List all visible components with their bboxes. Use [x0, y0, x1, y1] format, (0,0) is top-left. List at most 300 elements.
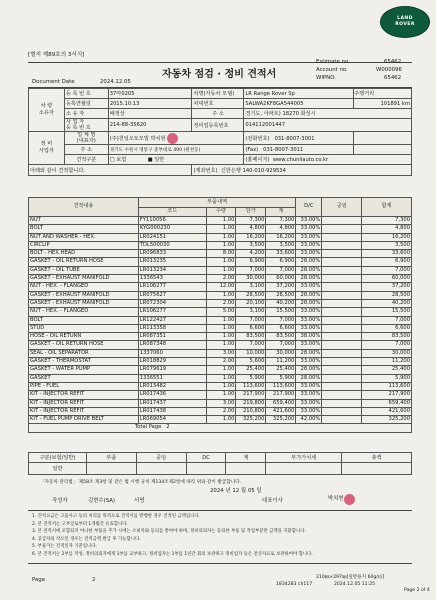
cell-item: BOLT - HEX.HEAD [29, 250, 139, 258]
cell-total: 421,600 [362, 407, 412, 415]
shop-name-label: 업 체 명 (대표자) [64, 132, 108, 145]
cell-dc: 33.00% [296, 225, 322, 233]
shop-name-text: (주)천일오토모빌 박치현 [109, 135, 166, 142]
cell-code: LR122427 [138, 316, 206, 324]
cell-item: CIRCLIP [29, 241, 139, 249]
cell-amount: 16,200 [266, 233, 296, 241]
col-amount: 계 [266, 208, 296, 217]
cell-code: LR113358 [138, 324, 206, 332]
document-date-label: Document Date [32, 79, 75, 85]
cell-amount: 421,600 [266, 407, 296, 415]
cell-amount: 7,000 [266, 341, 296, 349]
cell-item: GASKET - EXHAUST MANIFOLD [29, 275, 139, 283]
sum-parts-label: 부품 [86, 453, 136, 463]
cell-unit: 5,600 [236, 358, 266, 366]
cell-code: LR017436 [138, 391, 206, 399]
cell-total: 33,600 [362, 250, 412, 258]
cell-amount: 3,500 [266, 241, 296, 249]
table-row [29, 407, 412, 415]
cell-item: GASKET - THERMOSTAT [29, 358, 139, 366]
cell-unit: 7,000 [236, 266, 266, 274]
cell-unit: 7,000 [236, 316, 266, 324]
cell-qty: 1.00 [206, 217, 236, 225]
reg-date-label: 등록연월일 [64, 99, 108, 109]
cell-total: 60,000 [362, 275, 412, 283]
cell-amount: 6,600 [266, 324, 296, 332]
estimate-no: 65462 [384, 59, 402, 65]
footer-paper: 210㎜×297㎜[일반용지 60g/㎡] [316, 575, 385, 580]
table-row [29, 250, 412, 258]
footer-printed: 2024.12.05 11:25 [334, 582, 376, 587]
vehicle-addr-label: 주 소 [192, 109, 244, 119]
cell-labor [322, 358, 362, 366]
cell-total: 5,900 [362, 374, 412, 382]
cell-labor [322, 324, 362, 332]
account-label: (계좌번호) [193, 167, 218, 174]
cell-labor [322, 225, 362, 233]
cell-amount: 7,000 [266, 316, 296, 324]
cell-amount: 113,600 [266, 382, 296, 390]
cell-unit: 219,800 [236, 399, 266, 407]
footer-page: 2 [92, 577, 96, 583]
vehicle-group-label: 차 량 소유자 [29, 89, 65, 132]
cell-unit: 7,300 [236, 217, 266, 225]
table-row [29, 225, 412, 233]
cell-dc: 33.00% [296, 407, 322, 415]
note-5: 5. 부품가는 견적일자 기준입니다. [32, 544, 97, 550]
type-label: 견적구분 [64, 155, 108, 165]
cell-amount: 5,900 [266, 374, 296, 382]
cell-dc: 33.00% [296, 241, 322, 249]
cell-labor [322, 299, 362, 307]
reg-no-label: 등 록 번 호 [64, 89, 108, 99]
cell-dc: 28.00% [296, 366, 322, 374]
cell-dc: 33.00% [296, 217, 322, 225]
cell-dc: 28.00% [296, 266, 322, 274]
law-text: 「자동차 관리법」 제58조 제3항 및 같은 법 시행 규칙 제134조제2항에 따라 위와 같이 발급합니다. [40, 480, 241, 485]
cell-labor [322, 250, 362, 258]
cell-item: BOLT [29, 316, 139, 324]
cell-unit: 7,000 [236, 341, 266, 349]
cell-unit: 30,000 [236, 275, 266, 283]
col-labor: 공임 [322, 198, 362, 217]
cell-qty: 2.00 [206, 299, 236, 307]
cell-amount: 28,500 [266, 291, 296, 299]
reg-date: 2015.10.13 [108, 99, 192, 109]
shopno-label: 정비업등록번호 [192, 119, 244, 132]
cell-qty: 12.00 [206, 283, 236, 291]
model: LR Range Rover Sp [244, 89, 354, 99]
cell-total: 3,500 [362, 241, 412, 249]
cell-unit: 20,100 [236, 299, 266, 307]
table-row [29, 333, 412, 341]
cell-code: LR069054 [138, 416, 206, 424]
cell-amount: 15,500 [266, 308, 296, 316]
cell-amount: 60,000 [266, 275, 296, 283]
writer: 김현수(SA) [88, 498, 116, 504]
cell-item: GASKET - EXHAUST MANIFOLD [29, 291, 139, 299]
shop-addr: 경기도 수원시 영통구 중부대로 490 (원천동) [108, 145, 244, 155]
writer-label: 작성자 [52, 498, 68, 504]
cell-qty: 2.00 [206, 275, 236, 283]
table-row [29, 382, 412, 390]
table-row [29, 258, 412, 266]
footer-page-of: Page 2 of 4 [404, 588, 430, 593]
cell-code: LR013234 [138, 266, 206, 274]
cell-qty: 3.00 [206, 399, 236, 407]
cell-code: LR087351 [138, 333, 206, 341]
cell-code: LR072304 [138, 299, 206, 307]
cell-item: GASKET - OIL RETURN HOSE [29, 258, 139, 266]
sum-dc-label: DC [186, 453, 226, 463]
cell-dc: 28.00% [296, 291, 322, 299]
cell-dc: 33.00% [296, 399, 322, 407]
cell-code: LR018829 [138, 358, 206, 366]
cell-unit: 5,900 [236, 374, 266, 382]
cell-code: LR017437 [138, 399, 206, 407]
shop-fax-cell [244, 145, 354, 155]
table-row [29, 275, 412, 283]
cell-item: KIT - INJECTOR REFIT [29, 391, 139, 399]
cell-item: NUT [29, 217, 139, 225]
cell-labor [322, 407, 362, 415]
footer-page-label: Page [32, 577, 46, 583]
cell-qty: 5.00 [206, 308, 236, 316]
rep-label: 대표이사 [262, 498, 283, 504]
notes [32, 513, 313, 559]
account-no-label: Account no. [316, 67, 348, 73]
cell-unit: 10,000 [236, 349, 266, 357]
note-1: 1. 견적요금은 고품사고 등의 처리를 목적으로 견적서를 발행한 경우 견적된 금액입니다. [32, 514, 200, 519]
cell-dc: 33.00% [296, 341, 322, 349]
cell-qty: 1.00 [206, 341, 236, 349]
cell-total: 325,200 [362, 416, 412, 424]
cell-qty: 1.00 [206, 266, 236, 274]
cell-dc: 33.00% [296, 233, 322, 241]
cell-labor [322, 349, 362, 357]
table-row [29, 341, 412, 349]
cell-amount: 325,200 [266, 416, 296, 424]
cell-item: BOLT [29, 225, 139, 233]
col-total: 합계 [362, 198, 412, 217]
cell-labor [322, 341, 362, 349]
cell-unit: 3,100 [236, 308, 266, 316]
cell-code: LR075627 [138, 291, 206, 299]
cell-qty: 1.00 [206, 233, 236, 241]
cell-code: FY110056 [138, 217, 206, 225]
cell-labor [322, 374, 362, 382]
cell-total: 4,800 [362, 225, 412, 233]
cell-unit: 210,800 [236, 407, 266, 415]
sum-labor-label: 공임 [136, 453, 186, 463]
note-2: 2. 본 견적서는 고부일로부터 1개월간 유효합니다. [32, 521, 128, 527]
shop-name [108, 132, 244, 145]
cell-item: GASKET - OIL TUBE [29, 266, 139, 274]
cell-qty: 1.00 [206, 366, 236, 374]
cell-total: 6,900 [362, 258, 412, 266]
cell-labor [322, 399, 362, 407]
cell-qty: 1.00 [206, 374, 236, 382]
cell-labor [322, 291, 362, 299]
cell-unit: 25,400 [236, 366, 266, 374]
cell-qty: 8.00 [206, 250, 236, 258]
cell-dc: 28.00% [296, 349, 322, 357]
cell-total: 15,500 [362, 308, 412, 316]
mileage-label: 주행거리 [354, 91, 375, 97]
cell-amount: 659,400 [266, 399, 296, 407]
cell-dc: 33.00% [296, 283, 322, 291]
total-page-row [29, 424, 412, 432]
table-row [29, 233, 412, 241]
cell-labor [322, 233, 362, 241]
mileage: 101891 km [354, 99, 412, 109]
bizno-label: 사 업 자 등 록 번 호 [64, 119, 108, 132]
logo-line-2: ROVER [395, 22, 415, 27]
vin-label: 차대번호 [192, 99, 244, 109]
cell-qty: 2.00 [206, 407, 236, 415]
cell-qty: 1.00 [206, 258, 236, 266]
cell-labor [322, 283, 362, 291]
cell-code: LR079619 [138, 366, 206, 374]
cell-code: 1337060 [138, 349, 206, 357]
cell-dc: 33.00% [296, 316, 322, 324]
account-number: 신한은행 140-010-929534 [220, 167, 286, 174]
cell-unit: 4,200 [236, 250, 266, 258]
cell-labor [322, 308, 362, 316]
vin: SALWA2KF8GA544005 [244, 99, 354, 109]
col-code: 코드 [138, 208, 206, 217]
cell-unit: 83,500 [236, 333, 266, 341]
table-row [29, 308, 412, 316]
table-row [29, 241, 412, 249]
cell-qty: 1.00 [206, 225, 236, 233]
web-cell [244, 155, 412, 165]
col-qty: 수량 [206, 208, 236, 217]
shop-fax: 031-8007-3011 [263, 146, 304, 153]
table-row [29, 374, 412, 382]
cell-total: 7,000 [362, 316, 412, 324]
cell-amount: 30,000 [266, 349, 296, 357]
parts-table [28, 197, 412, 433]
cell-unit: 4,800 [236, 225, 266, 233]
owner: 배정상 [108, 109, 192, 119]
bizno: 214-88-35620 [108, 119, 192, 132]
cell-amount: 6,900 [266, 258, 296, 266]
col-dc: D/C [296, 198, 322, 217]
cell-code: 1336551 [138, 374, 206, 382]
footer-doc-id: 1834283 ch117 [276, 582, 313, 587]
cell-labor [322, 333, 362, 341]
cell-item: KIT - FUEL PUMP DRIVE BELT [29, 416, 139, 424]
cell-qty: 1.00 [206, 333, 236, 341]
document-date: 2024.12.05 [100, 79, 131, 85]
cell-dc: 42.00% [296, 416, 322, 424]
sum-grand-label: 총액 [342, 453, 412, 463]
cell-total: 7,000 [362, 341, 412, 349]
cell-qty: 1.00 [206, 382, 236, 390]
cell-dc: 33.00% [296, 382, 322, 390]
cell-dc: 28.00% [296, 374, 322, 382]
cell-qty: 1.00 [206, 391, 236, 399]
table-row [29, 217, 412, 225]
table-row [29, 358, 412, 366]
cell-dc: 28.00% [296, 299, 322, 307]
cell-unit: 6,600 [236, 324, 266, 332]
phone-label-text: (전화번호) [245, 135, 270, 142]
cell-dc: 38.00% [296, 333, 322, 341]
shop-group-label: 정 비 사업자 [29, 132, 65, 165]
table-row [29, 299, 412, 307]
total-page: 2 [166, 424, 170, 431]
cell-labor [322, 391, 362, 399]
sum-cat-label: 구분(보험/일반) [29, 453, 87, 463]
cell-amount: 33,600 [266, 250, 296, 258]
summary-table [28, 452, 412, 475]
cell-qty: 3.00 [206, 349, 236, 357]
info-table [28, 88, 412, 176]
cell-code: LR106277 [138, 308, 206, 316]
cell-total: 659,400 [362, 399, 412, 407]
cell-item: GASKET [29, 374, 139, 382]
cell-unit: 6,900 [236, 258, 266, 266]
cell-amount: 7,000 [266, 266, 296, 274]
cell-code: LR087348 [138, 341, 206, 349]
cell-code: LR096833 [138, 250, 206, 258]
cell-code: KYG000230 [138, 225, 206, 233]
cell-total: 40,200 [362, 299, 412, 307]
cell-dc: 33.00% [296, 391, 322, 399]
web-label: (홈페이지) [245, 157, 270, 163]
vehicle-addr: 경기도, 아파트) 18270 화성시 [244, 109, 412, 119]
cell-qty: 1.00 [206, 241, 236, 249]
model-label: 차명(자동차 모델) [192, 89, 244, 99]
cell-item: KIT - INJECTOR REFIT [29, 407, 139, 415]
cell-item: NUT - HEX. - FLANGED [29, 283, 139, 291]
logo-line-1: LAND [397, 16, 413, 22]
cell-total: 7,000 [362, 266, 412, 274]
cell-unit: 16,200 [236, 233, 266, 241]
cell-total: 30,000 [362, 349, 412, 357]
cell-code: LR017438 [138, 407, 206, 415]
sum-vat-label: 부가가치세 [266, 453, 342, 463]
table-row [29, 366, 412, 374]
cell-qty: 1.00 [206, 324, 236, 332]
land-rover-logo [380, 6, 430, 38]
cell-qty: 1.00 [206, 316, 236, 324]
cell-item: STUD [29, 324, 139, 332]
fax-label: (Fax) [245, 146, 259, 153]
sum-cat-value: 일반 [29, 463, 87, 475]
cell-unit: 3,500 [236, 241, 266, 249]
company-seal [167, 133, 178, 144]
shop-phone-label [244, 132, 354, 145]
cell-total: 11,200 [362, 358, 412, 366]
cell-item: GASKET - EXHAUST MANIFOLD [29, 299, 139, 307]
table-row [29, 291, 412, 299]
cell-item: PIPE - FUEL [29, 382, 139, 390]
cell-labor [322, 266, 362, 274]
total-page-label: Total Page [135, 424, 162, 431]
issue-date: 2024 년 12 월 05 일 [210, 488, 262, 494]
cell-dc: 33.00% [296, 250, 322, 258]
cell-code: LR013482 [138, 382, 206, 390]
cell-amount: 83,500 [266, 333, 296, 341]
cell-item: NUT AND WASHER - HEX. [29, 233, 139, 241]
cell-total: 37,200 [362, 283, 412, 291]
table-row [29, 391, 412, 399]
shopno: 014112001447 [244, 119, 412, 132]
cell-labor [322, 366, 362, 374]
table-row [29, 416, 412, 424]
cell-dc: 33.00% [296, 358, 322, 366]
cell-amount: 11,200 [266, 358, 296, 366]
type-general: 일반 [154, 157, 165, 163]
cell-total: 6,600 [362, 324, 412, 332]
account-cell [192, 165, 412, 176]
shop-addr-label: 주 소 [64, 145, 108, 155]
wipno: 65462 [384, 75, 402, 81]
rep-name: 박치현 [328, 496, 344, 502]
table-row [29, 324, 412, 332]
note-3: 3. 본 견적서에 포함되지 아니한 부품을 추가 시에는 소비자와 동의를 받아야 하며, 정비의뢰자는 동의한 부품 및 작업부분만 금액을 지불합니다. [32, 529, 306, 535]
col-parts: 부품내역 [138, 198, 296, 208]
cell-labor [322, 258, 362, 266]
cell-amount: 4,800 [266, 225, 296, 233]
cell-labor [322, 316, 362, 324]
cell-total: 7,300 [362, 217, 412, 225]
sign-label: 서명 [134, 498, 145, 504]
note-6: 6. 본 견적서는 2부를 작성, 정비의뢰자에게 1부를 교부하고, 정비업자는 1부를 1년간 회의 보관하고 정비업자 등은 전산자료로 보관하여야 합니다. [32, 551, 313, 557]
reg-no: 37마0205 [108, 89, 192, 99]
cell-qty: 1.00 [206, 291, 236, 299]
cell-qty: 2.00 [206, 358, 236, 366]
cell-code: TDL500030 [138, 241, 206, 249]
shop-web: www.chunilauto.co.kr [272, 157, 329, 163]
cell-code: LR013235 [138, 258, 206, 266]
cell-item: SEAL - OIL SEPARATOR [29, 349, 139, 357]
cell-amount: 40,200 [266, 299, 296, 307]
estimate-no-label: Estimate no. [316, 59, 350, 65]
intro-sentence: 아래와 같이 견적합니다. [29, 165, 192, 176]
cell-total: 217,900 [362, 391, 412, 399]
rep-seal [344, 494, 355, 505]
cell-code: LR106277 [138, 283, 206, 291]
cell-dc: 33.00% [296, 324, 322, 332]
cell-item: KIT - INJECTOR REFIT [29, 399, 139, 407]
table-row [29, 349, 412, 357]
cell-code: LR024151 [138, 233, 206, 241]
type-options: □ 보험 ■ 일반 [108, 155, 244, 165]
cell-amount: 217,900 [266, 391, 296, 399]
cell-labor [322, 382, 362, 390]
type-insurance: 보험 [116, 157, 127, 163]
cell-item: NUT - HEX. - FLANGED [29, 308, 139, 316]
page-title: 자동차 점검 · 정비 견적서 [162, 69, 277, 80]
owner-label: 소 유 자 [64, 109, 108, 119]
cell-labor [322, 241, 362, 249]
cell-item: GASKET - OIL RETURN HOSE [29, 341, 139, 349]
cell-unit: 217,900 [236, 391, 266, 399]
cell-qty: 1.00 [206, 416, 236, 424]
cell-unit: 3,100 [236, 283, 266, 291]
table-row [29, 316, 412, 324]
cell-total: 28,500 [362, 291, 412, 299]
cell-code: 1336543 [138, 275, 206, 283]
table-row [29, 283, 412, 291]
note-4: 4. 공급자의 착오인 경우는 견적금액 발급 후 가능합니다. [32, 536, 141, 542]
cell-total: 83,500 [362, 333, 412, 341]
cell-labor [322, 275, 362, 283]
